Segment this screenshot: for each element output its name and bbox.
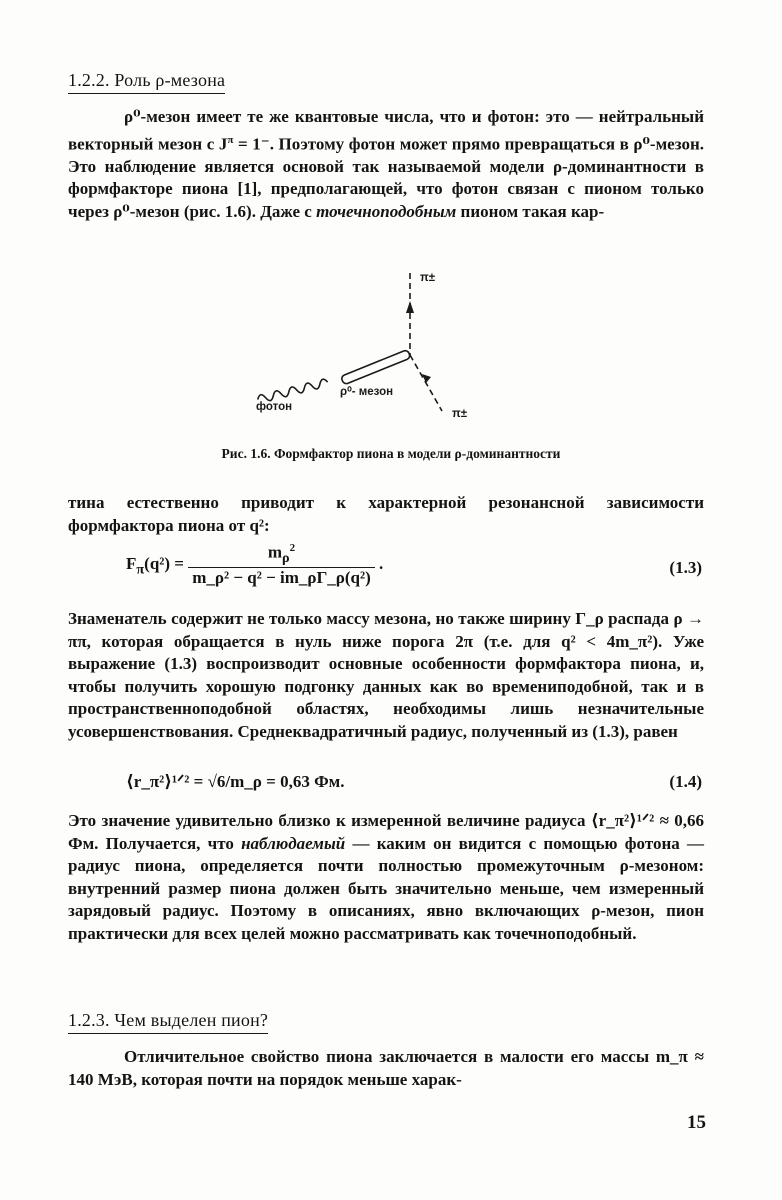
label-pi-top: π± (420, 272, 436, 284)
eq13-numerator-sup: 2 (289, 542, 296, 554)
eq13-denominator: m_ρ² − q² − im_ρΓ_ρ(q²) (192, 568, 371, 588)
paragraph-denominator: Знаменатель содержит не только массу мезона, но также ширину Γ_ρ распада ρ → ππ, которая обращается в нуль ниже порога 2π (т.е. для q² < 4m_π²). Уже выражение (1.3) воспроизводит основные особенности формфактора пиона, и, чтобы получить хорошую подгонку данных как во времениподобной, так и в пространственноподобной областях, необходимы лишь незначительные усовершенствования. Среднеквадратичный радиус, полученный из (1.3), равен (68, 609, 704, 741)
section-title-text: Чем выделен пион? (114, 1010, 269, 1030)
eq13-numerator: m (267, 542, 283, 562)
eq13-lhs: F (126, 553, 137, 573)
para1-text-b: = 1⁻. Поэтому фотон может прямо превращаться в ρ⁰-мезон. Это наблюдение является основой так называемой модели ρ-доминантности в формфакторе пиона [1], предполагающей, что фотон связан с пионом только через ρ⁰-мезон (рис. 1.6). Даже с (68, 134, 704, 221)
feynman-diagram (240, 265, 480, 435)
para4-text-a: Это значение удивительно близко к измеренной величине радиуса ⟨r_π²⟩¹ᐟ² ≈ 0,66 Фм. Получается, что (68, 811, 704, 853)
section-title-1-2-3 (68, 1010, 268, 1034)
photon-wavy-line (257, 378, 329, 403)
paragraph-rho-meson (68, 106, 704, 223)
eq13-tail: . (374, 553, 384, 573)
arrow-up-icon (406, 301, 414, 313)
para1-text-a: ρ⁰-мезон имеет те же квантовые числа, что и фотон: это — нейтральный векторный мезон с J (68, 107, 704, 154)
equation-1-4: ⟨r_π²⟩¹ᐟ² = √6/m_ρ = 0,63 Фм. (126, 772, 345, 791)
eq13-lhs-sub: π (136, 561, 145, 578)
label-pi-bottom: π± (452, 408, 468, 420)
figure-caption: Рис. 1.6. Формфактор пиона в модели ρ-доминантности (221, 446, 561, 461)
rho-propagator (341, 350, 411, 385)
figure-rho-dominance (240, 265, 480, 435)
para1-text-c: пионом такая кар- (456, 201, 605, 221)
equation-number-1-4: (1.4) (669, 772, 702, 791)
section-number: 1.2.3. (68, 1010, 110, 1030)
eq13-numerator-sub: ρ (282, 550, 290, 567)
para1-emphasis: точечноподобным (316, 201, 457, 221)
eq13-fraction (188, 542, 375, 588)
equation-number-1-3: (1.3) (669, 558, 702, 577)
page-number: 15 (687, 1112, 706, 1133)
eq13-lhs-arg: (q²) = (144, 553, 184, 573)
para1-jpc: π (227, 133, 234, 146)
section-title-text: Роль ρ-мезона (114, 70, 226, 90)
paragraph-radius (68, 810, 704, 945)
para4-text-b: — каким он видится с помощью фотона — радиус пиона, определяется почти полностью промежуточным ρ-мезоном: внутренний размер пиона должен быть значительно меньше, чем измеренный зарядовый радиус. Поэтому в описаниях, явно включающих ρ-мезон, пион практически для всех целей можно рассматривать как точечноподобный. (68, 833, 704, 943)
equation-1-3 (126, 542, 383, 588)
section-title-1-2-2 (68, 70, 225, 94)
section-number: 1.2.2. (68, 70, 110, 90)
para4-emphasis: наблюдаемый (241, 833, 346, 853)
arrow-down-icon (422, 374, 431, 383)
label-photon: фотон (256, 401, 293, 413)
paragraph-pion-mass: Отличительное свойство пиона заключается в малости его массы m_π ≈ 140 МэВ, которая почти на порядок меньше харак- (68, 1047, 704, 1089)
paragraph-resonance: тина естественно приводит к характерной резонансной зависимости формфактора пиона от q²: (68, 493, 704, 535)
label-rho-meson: ρ⁰- мезон (340, 386, 394, 398)
